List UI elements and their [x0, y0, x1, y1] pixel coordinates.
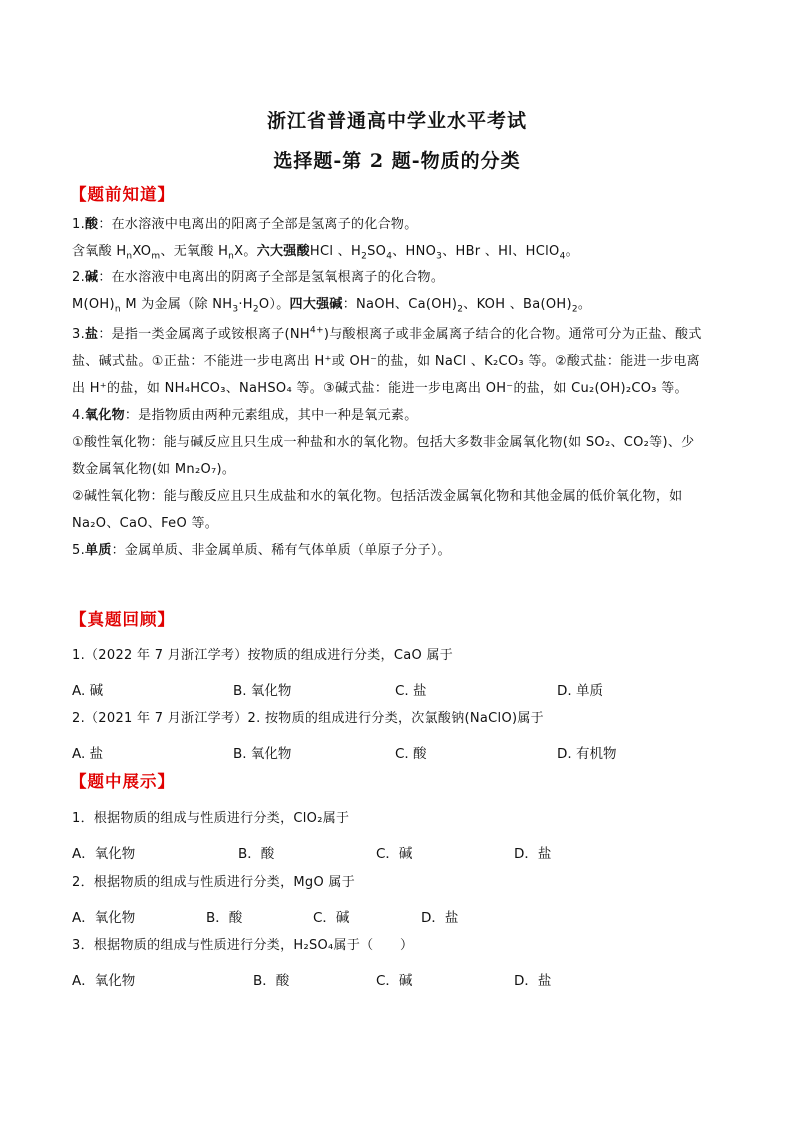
text-line-acid-def: 1.酸：在水溶液中电离出的阳离子全部是氢离子的化合物。: [72, 217, 418, 232]
text-line-acidic-oxide-1: ①酸性氧化物：能与碱反应且只生成一种盐和水的氧化物。包括大多数非金属氧化物(如 SO₂、CO₂等)、少: [72, 435, 695, 450]
show-q3-option-a: A．氧化物: [72, 973, 136, 989]
review-q1-option-b: B. 氧化物: [233, 683, 292, 699]
review-q2-option-c: C. 酸: [395, 746, 427, 762]
document-subtitle: 选择题-第 2 题-物质的分类: [273, 150, 521, 172]
review-question-1: 1.（2022 年 7 月浙江学考）按物质的组成进行分类，CaO 属于: [72, 648, 454, 663]
review-q1-option-d: D. 单质: [557, 683, 603, 699]
section-heading-pre: 【题前知道】: [70, 185, 175, 204]
text-line-oxide-def: 4.氧化物：是指物质由两种元素组成，其中一种是氧元素。: [72, 408, 418, 423]
text-line-salt-def: 3.盐：是指一类金属离子或铵根离子$(NH^{4+})$与酸根离子或非金属离子结合的化合物。通常可分为正盐、酸式: [72, 325, 702, 342]
document-title: 浙江省普通高中学业水平考试: [266, 110, 527, 132]
text-line-salt-types-1: 盐、碱式盐。①正盐：不能进一步电离出 H⁺或 OH⁻的盐，如 NaCl 、K₂CO₃ 等。②酸式盐：能进一步电离: [72, 354, 700, 369]
text-line-basic-oxide-2: Na₂O、CaO、FeO 等。: [72, 516, 219, 531]
show-q2-option-a: A．氧化物: [72, 910, 136, 926]
review-q2-option-b: B. 氧化物: [233, 746, 292, 762]
show-q1-option-a: A．氧化物: [72, 846, 136, 862]
show-q3-option-c: C．碱: [376, 973, 413, 989]
review-q2-option-a: A. 盐: [72, 746, 104, 762]
text-line-salt-types-2: 出 H⁺的盐，如 NH₄HCO₃、NaHSO₄ 等。③碱式盐：能进一步电离出 OH⁻的盐，如 Cu₂(OH)₂CO₃ 等。: [72, 381, 688, 396]
show-question-1: 1．根据物质的组成与性质进行分类，ClO₂属于: [72, 811, 350, 826]
show-q1-option-b: B．酸: [238, 846, 275, 862]
review-q2-option-d: D. 有机物: [557, 746, 617, 762]
show-q2-option-c: C．碱: [313, 910, 350, 926]
show-question-3: 3．根据物质的组成与性质进行分类，H₂SO₄属于（ ）: [72, 938, 414, 953]
show-q3-option-d: D．盐: [514, 973, 552, 989]
show-q1-option-d: D．盐: [514, 846, 552, 862]
section-heading-show: 【题中展示】: [70, 772, 175, 791]
section-heading-review: 【真题回顾】: [70, 610, 175, 629]
show-q2-option-d: D．盐: [421, 910, 459, 926]
show-q2-option-b: B．酸: [206, 910, 243, 926]
review-question-2: 2.（2021 年 7 月浙江学考）2. 按物质的组成进行分类，次氯酸钠(NaClO)属于: [72, 711, 544, 726]
show-q1-option-c: C．碱: [376, 846, 413, 862]
text-line-acid-types: 含氧酸 $H_nXO_m$、无氧酸 $H_nX$。六大强酸HCl 、$H_2SO_4$、$HNO_3$、HBr 、HI、HClO$_4$。: [72, 244, 579, 262]
show-question-2: 2．根据物质的组成与性质进行分类，MgO 属于: [72, 875, 356, 890]
text-line-acidic-oxide-2: 数金属氧化物(如 Mn₂O₇)。: [72, 462, 236, 477]
review-q1-option-c: C. 盐: [395, 683, 427, 699]
show-q3-option-b: B．酸: [253, 973, 290, 989]
review-q1-option-a: A. 碱: [72, 683, 104, 699]
text-line-element-def: 5.单质：金属单质、非金属单质、稀有气体单质（单原子分子）。: [72, 543, 451, 558]
text-line-basic-oxide-1: ②碱性氧化物：能与酸反应且只生成盐和水的氧化物。包括活泼金属氧化物和其他金属的低价氧化物，如: [72, 489, 683, 504]
text-line-base-types: $M(OH)_n$ M 为金属（除 $NH_3\cdot H_2O$）。四大强碱：NaOH、$Ca(OH)_2$、KOH 、$Ba(OH)_2$。: [72, 297, 592, 315]
text-line-base-def: 2.碱：在水溶液中电离出的阴离子全部是氢氧根离子的化合物。: [72, 270, 445, 285]
